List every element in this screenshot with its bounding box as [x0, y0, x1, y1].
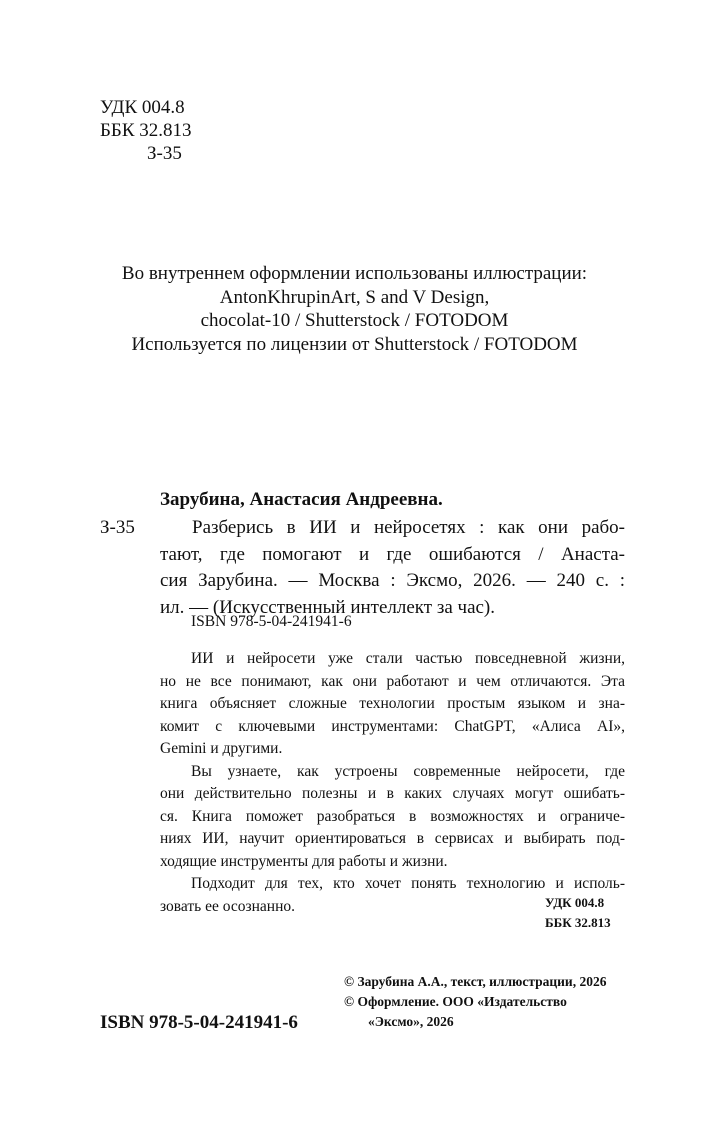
annotation-line: книга объясняет сложные технологии простым языком и зна- — [160, 695, 625, 712]
illustration-credits — [0, 262, 709, 356]
classification-codes-right — [545, 893, 611, 933]
catalog-code: З-35 — [100, 517, 135, 538]
bib-line: сия Зарубина. — Москва : Эксмо, 2026. — 240 с. : — [160, 570, 625, 591]
annotation-line: ИИ и нейросети уже стали частью повседневной жизни, — [191, 650, 625, 667]
bib-line: ил. — (Искусственный интеллект за час). — [160, 596, 496, 618]
annotation-line: ся. Книга поможет разобраться в возможностях и ограниче- — [160, 807, 625, 825]
annotation — [160, 648, 625, 918]
copyright-notice — [344, 972, 606, 1032]
annotation-line: зовать ее осознанно. — [160, 897, 296, 915]
credits-line: Во внутреннем оформлении использованы иллюстрации: — [121, 263, 588, 284]
bib-line: тают, где помогают и где ошибаются / Анаста- — [160, 543, 625, 565]
annotation-line: но не все понимают, как они работают и чем отличаются. Эта — [160, 672, 625, 690]
udk-code: УДК 004.8 — [100, 97, 185, 118]
catalog-author: Зарубина, Анастасия Андреевна. — [160, 489, 443, 510]
annotation-line: ниях ИИ, научит ориентироваться в сервисах и выбирать под- — [160, 830, 625, 847]
credits-line: Используется по лицензии от Shutterstock / FOTODOM — [131, 333, 578, 355]
bbk-code: ББК 32.813 — [100, 120, 192, 141]
classification-codes — [100, 96, 192, 165]
bib-line: Разберись в ИИ и нейросетях : как они рабо- — [192, 517, 625, 538]
udk-code-right: УДК 004.8 — [545, 895, 605, 910]
author-mark: З-35 — [147, 143, 182, 164]
annotation-line: ходящие инструменты для работы и жизни. — [160, 852, 448, 870]
bibliographic-description — [160, 515, 625, 621]
credits-line: AntonKhrupinArt, S and V Design, — [219, 286, 490, 308]
copyright-line: «Эксмо», 2026 — [368, 1014, 454, 1029]
annotation-line: Подходит для тех, кто хочет понять технологию и исполь- — [191, 875, 625, 892]
bbk-code-right: ББК 32.813 — [545, 915, 611, 930]
annotation-line: комит с ключевыми инструментами: ChatGPT, «Алиса AI», — [160, 717, 625, 735]
credits-line: chocolat-10 / Shutterstock / FOTODOM — [200, 310, 509, 331]
annotation-line: Gemini и другими. — [160, 740, 283, 757]
copyright-line: © Зарубина А.А., текст, иллюстрации, 2026 — [344, 974, 607, 989]
catalog-isbn: ISBN 978-5-04-241941-6 — [191, 613, 352, 630]
copyright-line: © Оформление. ООО «Издательство — [344, 994, 567, 1009]
annotation-line: они действительно полезны и в каких случаях могут ошибать- — [160, 785, 625, 802]
isbn-footer: ISBN 978-5-04-241941-6 — [100, 1012, 298, 1033]
annotation-line: Вы узнаете, как устроены современные нейросети, где — [191, 762, 625, 780]
